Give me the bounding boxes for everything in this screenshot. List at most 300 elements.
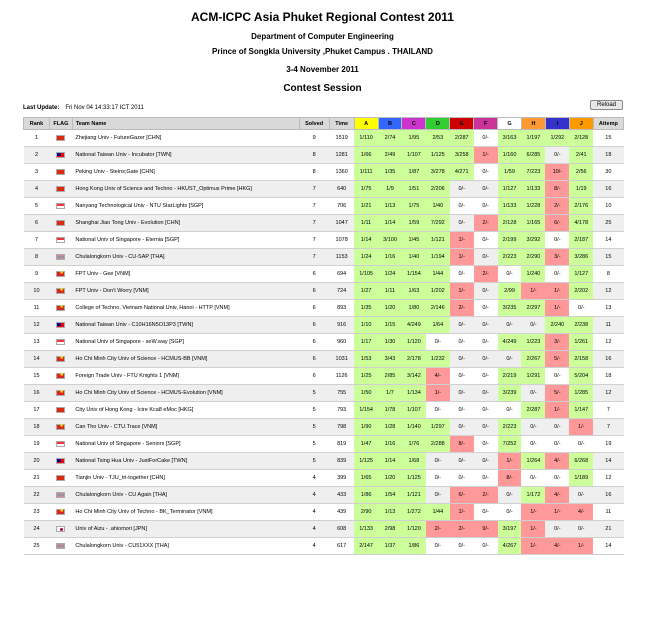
time-cell: 839	[329, 453, 354, 470]
problem-cell: 4/267	[498, 538, 522, 555]
problem-cell: 5/204	[569, 368, 593, 385]
rank-cell: 21	[24, 470, 50, 487]
attempts-cell: 7	[593, 402, 623, 419]
problem-cell: 1/9	[378, 181, 402, 198]
problem-cell: 0/-	[474, 402, 498, 419]
table-row	[24, 521, 624, 538]
flag-cell	[49, 368, 72, 385]
country-flag-icon	[56, 543, 65, 549]
table-row	[24, 300, 624, 317]
team-name: FPT Univ - Don't Worry [VNM]	[72, 283, 299, 300]
problem-cell: 1/15	[378, 317, 402, 334]
problem-cell: 6/-	[450, 487, 474, 504]
problem-cell: 0/-	[450, 351, 474, 368]
problem-cell: 1/65	[354, 470, 378, 487]
problem-cell: 1/87	[402, 164, 426, 181]
problem-cell: 1/16	[378, 436, 402, 453]
problem-cell: 4/249	[402, 317, 426, 334]
problem-cell: 2/-	[426, 521, 450, 538]
attempts-cell: 12	[593, 334, 623, 351]
problem-cell: 1/64	[426, 317, 450, 334]
table-row	[24, 164, 624, 181]
problem-cell: 1/232	[426, 351, 450, 368]
problem-cell: 2/297	[521, 300, 545, 317]
problem-cell: 1/154	[402, 266, 426, 283]
problem-cell: 10/-	[545, 164, 569, 181]
problem-cell: 0/-	[569, 436, 593, 453]
attempts-cell: 12	[593, 470, 623, 487]
solved-cell: 7	[299, 249, 329, 266]
problem-cell: 2/-	[545, 198, 569, 215]
problem-cell: 4/-	[569, 504, 593, 521]
problem-cell: 2/223	[498, 249, 522, 266]
country-flag-icon	[56, 271, 65, 277]
country-flag-icon	[56, 169, 65, 175]
problem-cell: 0/-	[498, 266, 522, 283]
solved-cell: 6	[299, 317, 329, 334]
problem-cell: 0/-	[545, 521, 569, 538]
problem-cell: 1/228	[521, 198, 545, 215]
problem-cell: 0/-	[450, 453, 474, 470]
problem-cell: 2/74	[378, 130, 402, 147]
problem-cell: 0/-	[474, 538, 498, 555]
problem-cell: 2/240	[545, 317, 569, 334]
problem-cell: 2/287	[521, 402, 545, 419]
problem-cell: 2/-	[474, 215, 498, 232]
problem-cell: 1/-	[450, 249, 474, 266]
problem-cell: 1/37	[378, 538, 402, 555]
problem-cell: 0/-	[474, 164, 498, 181]
flag-cell	[49, 130, 72, 147]
problem-cell: 0/-	[498, 487, 522, 504]
problem-cell: 1/202	[426, 283, 450, 300]
rank-cell: 24	[24, 521, 50, 538]
problem-cell: 1/120	[402, 521, 426, 538]
team-name: Nanyang Technological Univ - NTU StarLights [SGP]	[72, 198, 299, 215]
problem-cell: 0/-	[450, 470, 474, 487]
attempts-cell: 16	[593, 181, 623, 198]
problem-cell: 0/-	[545, 147, 569, 164]
problem-cell: 1/78	[378, 402, 402, 419]
problem-cell: 2/128	[498, 215, 522, 232]
problem-cell: 4/-	[545, 538, 569, 555]
flag-cell	[49, 164, 72, 181]
col-attempts: Attemp	[593, 118, 623, 130]
problem-cell: 1/47	[354, 436, 378, 453]
problem-cell: 0/-	[474, 130, 498, 147]
problem-cell: 8/-	[545, 181, 569, 198]
problem-cell: 0/-	[450, 317, 474, 334]
problem-cell: 1/-	[521, 283, 545, 300]
table-row	[24, 453, 624, 470]
problem-cell: 2/53	[426, 130, 450, 147]
problem-cell: 1/125	[354, 453, 378, 470]
problem-cell: 2/287	[450, 130, 474, 147]
solved-cell: 4	[299, 504, 329, 521]
problem-cell: 1/292	[545, 130, 569, 147]
team-name: National Taiwan Univ - C10H16N5O13P3 [TWN]	[72, 317, 299, 334]
contest-title: ACM-ICPC Asia Phuket Regional Contest 2011	[191, 10, 454, 24]
attempts-cell: 14	[593, 538, 623, 555]
table-row	[24, 198, 624, 215]
attempts-cell: 7	[593, 419, 623, 436]
problem-cell: 3/197	[498, 521, 522, 538]
problem-cell: 3/100	[378, 232, 402, 249]
team-name: National Tsing Hua Univ - JustForCake [TWN]	[72, 453, 299, 470]
solved-cell: 4	[299, 538, 329, 555]
team-name: National Taiwan Univ - Incubator [TWN]	[72, 147, 299, 164]
problem-cell: 1/10	[354, 317, 378, 334]
problem-cell: 1/59	[498, 164, 522, 181]
problem-cell: 6/285	[521, 147, 545, 164]
problem-cell: 1/44	[426, 266, 450, 283]
col-problem-b: B	[378, 118, 402, 130]
flag-cell	[49, 470, 72, 487]
problem-cell: 1/105	[354, 266, 378, 283]
time-cell: 694	[329, 266, 354, 283]
attempts-cell: 14	[593, 232, 623, 249]
problem-cell: 0/-	[450, 402, 474, 419]
col-problem-j: J	[569, 118, 593, 130]
flag-cell	[49, 198, 72, 215]
col-problem-i: I	[545, 118, 569, 130]
problem-cell: 1/76	[402, 436, 426, 453]
time-cell: 617	[329, 538, 354, 555]
rank-cell: 14	[24, 351, 50, 368]
problem-cell: 1/264	[521, 453, 545, 470]
flag-cell	[49, 351, 72, 368]
problem-cell: 1/-	[521, 504, 545, 521]
flag-cell	[49, 453, 72, 470]
team-name: Zhejiang Univ - FutureGazer [CHN]	[72, 130, 299, 147]
problem-cell: 1/197	[521, 130, 545, 147]
table-row	[24, 283, 624, 300]
country-flag-icon	[56, 186, 65, 192]
problem-cell: 2/98	[378, 521, 402, 538]
problem-cell: 2/147	[354, 538, 378, 555]
problem-cell: 2/158	[569, 351, 593, 368]
attempts-cell: 13	[593, 300, 623, 317]
problem-cell: 6/268	[569, 453, 593, 470]
problem-cell: 1/-	[521, 538, 545, 555]
table-row	[24, 266, 624, 283]
rank-cell: 19	[24, 436, 50, 453]
team-name: Ho Chi Minh City Univ of Science - HCMUS-BB [VNM]	[72, 351, 299, 368]
problem-cell: 1/24	[354, 249, 378, 266]
problem-cell: 2/267	[521, 351, 545, 368]
time-cell: 640	[329, 181, 354, 198]
problem-cell: 1/285	[569, 385, 593, 402]
problem-cell: 1/45	[402, 232, 426, 249]
problem-cell: 0/-	[521, 385, 545, 402]
problem-cell: 2/176	[569, 198, 593, 215]
solved-cell: 5	[299, 419, 329, 436]
problem-cell: 0/-	[498, 351, 522, 368]
problem-cell: 0/-	[450, 198, 474, 215]
table-row	[24, 317, 624, 334]
problem-cell: 0/-	[545, 470, 569, 487]
problem-cell: 4/249	[498, 334, 522, 351]
team-name: Tianjin Univ - TJU_tri-together [CHN]	[72, 470, 299, 487]
table-row	[24, 538, 624, 555]
problem-cell: 0/-	[569, 521, 593, 538]
problem-cell: 0/-	[545, 436, 569, 453]
problem-cell: 1/13	[378, 198, 402, 215]
problem-cell: 1/-	[521, 521, 545, 538]
problem-cell: 1/35	[378, 164, 402, 181]
problem-cell: 0/-	[474, 385, 498, 402]
solved-cell: 5	[299, 402, 329, 419]
solved-cell: 4	[299, 521, 329, 538]
attempts-cell: 16	[593, 351, 623, 368]
attempts-cell: 11	[593, 317, 623, 334]
problem-cell: 1/107	[402, 147, 426, 164]
country-flag-icon	[56, 356, 65, 362]
problem-cell: 1/127	[498, 181, 522, 198]
team-name: National Univ of Singapore - seW.way [SGP]	[72, 334, 299, 351]
col-problem-e: E	[450, 118, 474, 130]
solved-cell: 8	[299, 164, 329, 181]
problem-cell: 1/140	[402, 419, 426, 436]
problem-cell: 1/120	[402, 334, 426, 351]
team-name: Univ of Aizu - .ahiomori [JPN]	[72, 521, 299, 538]
flag-cell	[49, 266, 72, 283]
problem-cell: 2/146	[426, 300, 450, 317]
problem-cell: 0/-	[545, 419, 569, 436]
problem-cell: 1/154	[354, 402, 378, 419]
rank-cell: 5	[24, 198, 50, 215]
rank-cell: 23	[24, 504, 50, 521]
rank-cell: 15	[24, 368, 50, 385]
country-flag-icon	[56, 339, 65, 345]
col-problem-c: C	[402, 118, 426, 130]
country-flag-icon	[56, 135, 65, 141]
problem-cell: 1/147	[569, 402, 593, 419]
problem-cell: 2/-	[450, 521, 474, 538]
problem-cell: 1/11	[378, 283, 402, 300]
problem-cell: 2/202	[569, 283, 593, 300]
time-cell: 893	[329, 300, 354, 317]
flag-cell	[49, 181, 72, 198]
team-name: Can Tho Univ - CTU.Trace [VNM]	[72, 419, 299, 436]
problem-cell: 1/125	[402, 470, 426, 487]
problem-cell: 1/14	[354, 232, 378, 249]
problem-cell: 1/13	[378, 504, 402, 521]
attempts-cell: 15	[593, 130, 623, 147]
time-cell: 793	[329, 402, 354, 419]
time-cell: 755	[329, 385, 354, 402]
time-cell: 1360	[329, 164, 354, 181]
table-row	[24, 470, 624, 487]
team-name: Hong Kong Univ of Science and Techno - HKUST_Optimus Prime [HKG]	[72, 181, 299, 198]
flag-cell	[49, 147, 72, 164]
country-flag-icon	[56, 509, 65, 515]
col-problem-h: H	[521, 118, 545, 130]
problem-cell: 0/-	[426, 487, 450, 504]
problem-cell: 1/110	[354, 130, 378, 147]
problem-cell: 1/16	[378, 249, 402, 266]
time-cell: 798	[329, 419, 354, 436]
problem-cell: 2/49	[378, 147, 402, 164]
problem-cell: 1/-	[426, 385, 450, 402]
problem-cell: 1/121	[402, 487, 426, 504]
problem-cell: 1/134	[402, 385, 426, 402]
problem-cell: 2/-	[474, 266, 498, 283]
time-cell: 1519	[329, 130, 354, 147]
problem-cell: 0/-	[474, 317, 498, 334]
problem-cell: 0/-	[474, 470, 498, 487]
col-problem-a: A	[354, 118, 378, 130]
flag-cell	[49, 521, 72, 538]
rank-cell: 25	[24, 538, 50, 555]
problem-cell: 1/133	[354, 521, 378, 538]
problem-cell: 1/125	[426, 147, 450, 164]
team-name: Chulalongkorn Univ - CU Again [THA]	[72, 487, 299, 504]
country-flag-icon	[56, 220, 65, 226]
problem-cell: 1/17	[354, 334, 378, 351]
problem-cell: 2/90	[354, 504, 378, 521]
solved-cell: 9	[299, 130, 329, 147]
team-name: Chulalongkorn Univ - CU-SAP [THA]	[72, 249, 299, 266]
problem-cell: 4/-	[545, 487, 569, 504]
problem-cell: 0/-	[474, 232, 498, 249]
problem-cell: 1/-	[545, 402, 569, 419]
table-row	[24, 249, 624, 266]
problem-cell: 1/24	[378, 266, 402, 283]
country-flag-icon	[56, 237, 65, 243]
flag-cell	[49, 402, 72, 419]
team-name: National Univ of Singapore - Seniors [SGP]	[72, 436, 299, 453]
flag-cell	[49, 283, 72, 300]
problem-cell: 1/80	[402, 300, 426, 317]
last-update-label: Last Update:	[23, 105, 60, 111]
problem-cell: 4/178	[569, 215, 593, 232]
problem-cell: 0/-	[426, 402, 450, 419]
solved-cell: 4	[299, 470, 329, 487]
team-name: Ho Chi Minh City Univ of Science - HCMUS-Evolution [VNM]	[72, 385, 299, 402]
team-name: City Univ of Hong Kong - Icire Kca8 eMoc [HKG]	[72, 402, 299, 419]
problem-cell: 0/-	[545, 368, 569, 385]
problem-cell: 2/-	[474, 487, 498, 504]
problem-cell: 1/165	[521, 215, 545, 232]
flag-cell	[49, 300, 72, 317]
time-cell: 399	[329, 470, 354, 487]
country-flag-icon	[56, 322, 65, 328]
time-cell: 439	[329, 504, 354, 521]
problem-cell: 2/99	[498, 283, 522, 300]
problem-cell: 1/53	[354, 351, 378, 368]
table-row	[24, 147, 624, 164]
col-rank: Rank	[24, 118, 50, 130]
rank-cell: 9	[24, 266, 50, 283]
problem-cell: 0/-	[450, 215, 474, 232]
problem-cell: 0/-	[450, 334, 474, 351]
problem-cell: 0/-	[474, 181, 498, 198]
problem-cell: 1/-	[569, 419, 593, 436]
problem-cell: 4/271	[450, 164, 474, 181]
flag-cell	[49, 232, 72, 249]
country-flag-icon	[56, 475, 65, 481]
team-name: Chulalongkorn Univ - CU51XXX [THA]	[72, 538, 299, 555]
problem-cell: 0/-	[474, 504, 498, 521]
table-row	[24, 351, 624, 368]
team-name: Shanghai Jiao Tong Univ - Evolution [CHN]	[72, 215, 299, 232]
problem-cell: 1/86	[402, 538, 426, 555]
attempts-cell: 10	[593, 198, 623, 215]
problem-cell: 1/261	[569, 334, 593, 351]
problem-cell: 1/240	[521, 266, 545, 283]
problem-cell: 3/239	[498, 385, 522, 402]
flag-cell	[49, 385, 72, 402]
attempts-cell: 18	[593, 368, 623, 385]
problem-cell: 1/20	[378, 470, 402, 487]
attempts-cell: 12	[593, 283, 623, 300]
problem-cell: 1/133	[498, 198, 522, 215]
problem-cell: 3/278	[426, 164, 450, 181]
problem-cell: 1/14	[378, 453, 402, 470]
flag-cell	[49, 436, 72, 453]
solved-cell: 8	[299, 147, 329, 164]
problem-cell: 3/258	[450, 147, 474, 164]
solved-cell: 6	[299, 368, 329, 385]
problem-cell: 0/-	[498, 504, 522, 521]
problem-cell: 0/-	[521, 317, 545, 334]
problem-cell: 0/-	[426, 538, 450, 555]
problem-cell: 1/44	[426, 504, 450, 521]
time-cell: 724	[329, 283, 354, 300]
reload-button[interactable]: Reload	[590, 100, 623, 110]
problem-cell: 2/206	[426, 181, 450, 198]
problem-cell: 0/-	[450, 538, 474, 555]
contest-dates: 3-4 November 2011	[286, 65, 359, 74]
solved-cell: 7	[299, 198, 329, 215]
problem-cell: 2/41	[569, 147, 593, 164]
problem-cell: 0/-	[474, 198, 498, 215]
problem-cell: 2/-	[450, 300, 474, 317]
problem-cell: 0/-	[498, 317, 522, 334]
problem-cell: 3/-	[545, 334, 569, 351]
problem-cell: 0/-	[450, 181, 474, 198]
problem-cell: 6/-	[545, 215, 569, 232]
problem-cell: 1/-	[569, 538, 593, 555]
country-flag-icon	[56, 288, 65, 294]
problem-cell: 0/-	[498, 402, 522, 419]
problem-cell: 0/-	[569, 300, 593, 317]
last-update-value: Fri Nov 04 14:33:17 ICT 2011	[65, 105, 144, 111]
problem-cell: 8/-	[498, 470, 522, 487]
attempts-cell: 8	[593, 266, 623, 283]
problem-cell: 1/63	[402, 283, 426, 300]
problem-cell: 1/291	[521, 368, 545, 385]
col-problem-d: D	[426, 118, 450, 130]
problem-cell: 2/288	[426, 436, 450, 453]
time-cell: 1078	[329, 232, 354, 249]
attempts-cell: 15	[593, 249, 623, 266]
problem-cell: 1/21	[354, 198, 378, 215]
problem-cell: 4/-	[426, 368, 450, 385]
problem-cell: 2/128	[569, 130, 593, 147]
problem-cell: 0/-	[521, 419, 545, 436]
rank-cell: 8	[24, 249, 50, 266]
attempts-cell: 21	[593, 521, 623, 538]
problem-cell: 1/20	[378, 300, 402, 317]
problem-cell: 3/163	[498, 130, 522, 147]
rank-cell: 3	[24, 164, 50, 181]
table-row	[24, 232, 624, 249]
rank-cell: 22	[24, 487, 50, 504]
problem-cell: 1/-	[545, 504, 569, 521]
page-header	[0, 10, 645, 94]
